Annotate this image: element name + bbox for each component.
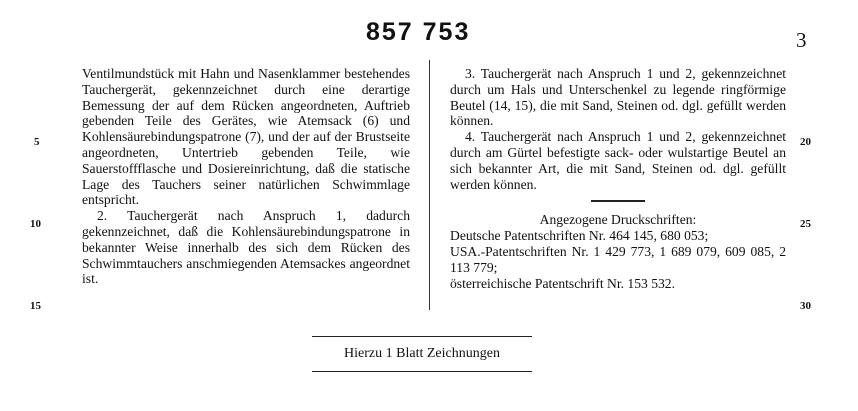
claim-2: 2. Tauchergerät nach Anspruch 1, dadurch gekennzeichnet, daß die Kohlensäurebindungspatrone in bekannter Weise innerhalb des sich dem Rücken des Schwimmtauchers anschmiegenden Atemsackes angeordnet ist. — [82, 208, 410, 287]
section-divider — [591, 200, 645, 202]
claim-4: 4. Tauchergerät nach Anspruch 1 und 2, gekennzeichnet durch am Gürtel befestigte sack- oder wulstartige Beutel an sich bekannter Art, die mit Sand, Steinen od. dgl. gefüllt werden können. — [450, 129, 786, 192]
claim-3: 3. Tauchergerät nach Anspruch 1 und 2, gekennzeichnet durch um Hals und Unterschenkel zu legende ringförmige Beutel (14, 15), die mit Sand, Steinen od. dgl. gefüllt werden können. — [450, 66, 786, 129]
cited-references-title: Angezogene Druckschriften: — [539, 212, 697, 228]
line-number-10: 10 — [30, 218, 41, 230]
page-number: 3 — [796, 28, 807, 52]
column-divider — [429, 60, 430, 310]
line-number-5: 5 — [34, 136, 40, 148]
claim-1-continuation: Ventilmundstück mit Hahn und Nasenklammer bestehendes Tauchergerät, gekennzeichnet durch eine derartige Bemessung der auf dem Rücken angeordneten, Auftrieb gebenden Teile des Gerätes, wie Atemsack (6) und Kohlensäurebindungspatrone (7), und der auf der Brustseite angeordneten, Untertrieb gebenden Teile, wie Sauerstoffflasche und Dosiereinrichtung, daß die statische Lage des Tauchers seiner natürlichen Schwimmlage entspricht. — [82, 66, 410, 208]
cited-usa-patents: USA.-Patentschriften Nr. 1 429 773, 1 689 079, 609 085, 2 113 779; — [450, 243, 786, 275]
patent-number: 857 753 — [366, 18, 471, 46]
line-number-20: 20 — [800, 136, 811, 148]
drawings-note-box — [312, 336, 532, 372]
cited-austrian-patent: österreichische Patentschrift Nr. 153 532. — [450, 275, 675, 291]
line-number-30: 30 — [800, 300, 811, 312]
left-column — [82, 66, 410, 287]
cited-german-patents: Deutsche Patentschriften Nr. 464 145, 680 053; — [450, 228, 709, 244]
drawings-note: Hierzu 1 Blatt Zeichnungen — [344, 346, 500, 361]
right-column — [450, 66, 786, 291]
line-number-15: 15 — [30, 300, 41, 312]
line-number-25: 25 — [800, 218, 811, 230]
